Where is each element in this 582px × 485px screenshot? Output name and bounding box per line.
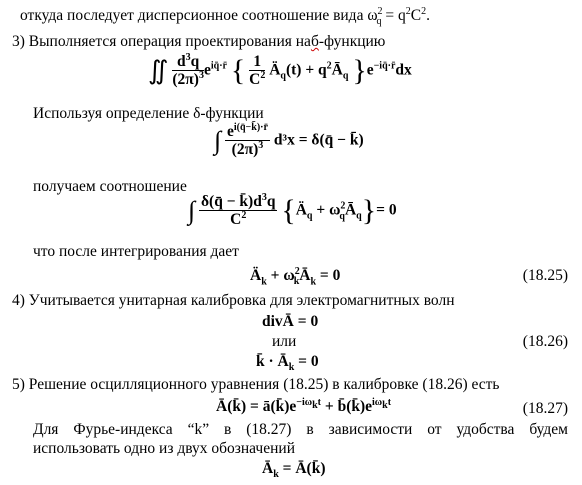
text: получаем соотношение (33, 178, 187, 195)
text: dx (395, 61, 412, 79)
text: = 0 (376, 201, 397, 219)
text-or (272, 333, 296, 351)
text-obtain (33, 178, 187, 196)
text: = q (381, 7, 406, 25)
equation-k-dot-a: k̄ · $Ā_k = 0$ (256, 353, 319, 374)
text: Используя определение δ-функции (33, 105, 264, 122)
text: 4) Учитывается унитарная калибровка для электромагнитных волн (12, 292, 455, 309)
text: или (272, 333, 297, 350)
equation-relation: ∫ $\frac{\delta(q̄ - k̄)d^3q}{C^2}$ {$Ä_q$ + $\omega^2_qĀ_q\}= 0$ (188, 192, 397, 229)
text-using-delta (33, 105, 264, 123)
paragraph-line-2 (33, 440, 295, 458)
text: k̄ · Ā (256, 353, 289, 370)
text-line-1: откуда последует дисперсионное соотношение вида $\omega^2_q = q^2C^2$. (20, 6, 430, 28)
text: б (310, 33, 319, 50)
subscript: q (376, 16, 382, 28)
equation-18-25: $Ä_k$ + $\omega^2_kĀ_k = 0$ (250, 266, 341, 288)
equation-delta: ∫ $\frac{e^{i(q̄-k̄)\cdot r̄}}{(2\pi)^3}$ d³x = δ(q̄ − k̄) (214, 122, 364, 159)
text: divĀ = 0 (262, 313, 319, 330)
text: (18.25) (522, 267, 568, 284)
equation-number-18-26 (523, 333, 568, 351)
equation-projection: ∬ $\frac{d^3q}{(2\pi)^3}$ $e^{iq̄\cdot r̄}$ { $\frac{1}{C^2}$ $Ä_q(t)$ + $q^2Ā_q$ }$e^{-iq̄\cdot r̄}dx$ (148, 52, 412, 89)
text: 5) Решение осцилляционного уравнения (18.25) в калибровке (18.26) есть (12, 376, 500, 393)
item-4 (12, 292, 455, 310)
equation-18-27: Ā(k̄) = $ā(k̄)e^{-i\omega_kt}$ + $b̄(k̄)e^{i\omega_kt}$ (216, 397, 392, 416)
equation-number-18-27 (523, 400, 568, 418)
text-after (33, 243, 239, 261)
text: (18.26) (522, 333, 568, 350)
text: -функцию (318, 33, 386, 50)
equation-number-18-25 (523, 267, 568, 285)
text: что после интегрирования дает (33, 243, 239, 260)
text: Ä (250, 267, 262, 285)
text: Для Фурье-индекса “k” в (18.27) в зависимости от удобства будем (33, 421, 568, 438)
equation-div (262, 313, 318, 331)
text: использовать одно из двух обозначений (33, 440, 295, 457)
text: откуда последует дисперсионное соотношение вида ω (20, 7, 378, 25)
equation-notation: $Ā_k$ = Ā(k̄) (262, 460, 326, 481)
text: C (410, 7, 422, 25)
paragraph-line-1 (33, 421, 568, 439)
text: d³x = δ(q̄ − k̄) (273, 131, 364, 149)
text: Ā (262, 460, 274, 477)
item-5 (12, 376, 499, 394)
item-3 (12, 33, 385, 51)
text: 3) Выполняется операция проектирования на (12, 33, 311, 50)
text: (18.27) (522, 400, 568, 417)
